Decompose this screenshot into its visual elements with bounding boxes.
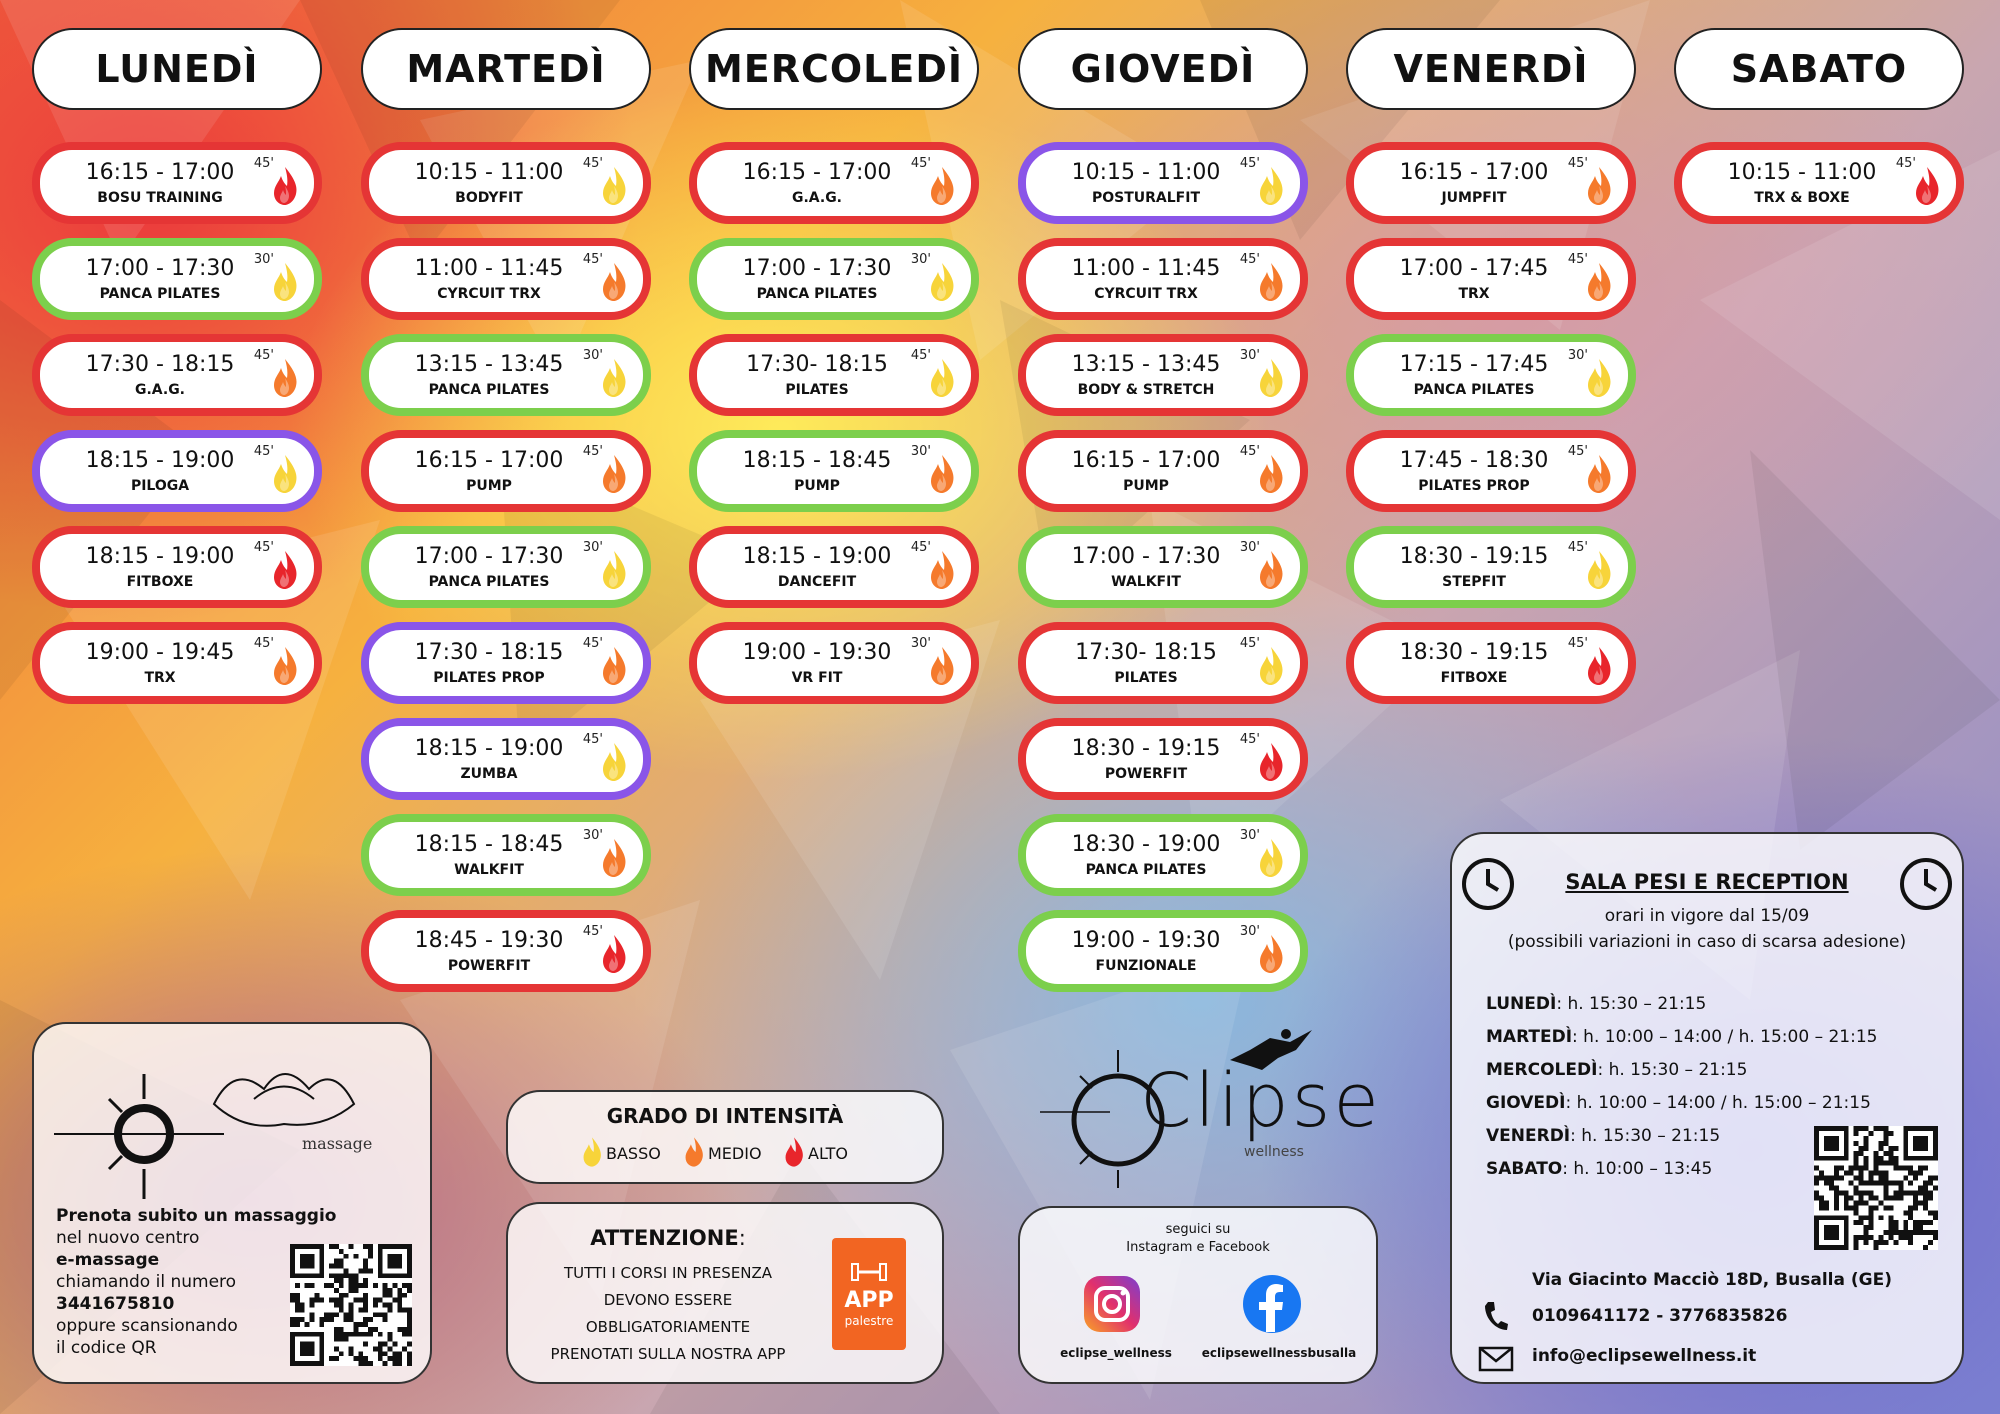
massage-line-1: Prenota subito un massaggio [56, 1206, 337, 1226]
class-duration: 30' [1239, 828, 1260, 843]
flame-basso-icon [601, 742, 627, 782]
massage-line-4: chiamando il numero [56, 1272, 237, 1292]
class-duration: 45' [582, 636, 603, 651]
flame-basso-icon [601, 358, 627, 398]
attention-title [508, 1226, 828, 1250]
class-time: 17:45 - 18:30 [1399, 448, 1549, 473]
follow-line-1: seguici su [1165, 1222, 1231, 1237]
class-name: POWERFIT [1104, 766, 1188, 782]
class-name: BODYFIT [455, 190, 523, 206]
class-card[interactable] [1018, 622, 1308, 704]
class-name: WALKFIT [1111, 574, 1181, 590]
flame-mid-icon [684, 1136, 704, 1168]
reception-email[interactable]: info@eclipsewellness.it [1532, 1346, 1757, 1366]
reception-hours-time: : h. 15:30 – 21:15 [1556, 994, 1707, 1014]
class-name: G.A.G. [791, 190, 843, 206]
class-time: 16:15 - 17:00 [85, 160, 235, 185]
class-card[interactable] [32, 430, 322, 512]
class-name: PANCA PILATES [428, 382, 550, 398]
class-name: PANCA PILATES [1413, 382, 1535, 398]
class-name: TRX & BOXE [1754, 190, 1850, 206]
day-header: SABATO [1674, 28, 1964, 110]
class-duration: 30' [1239, 924, 1260, 939]
instagram-handle[interactable]: eclipse_wellness [1060, 1346, 1172, 1360]
class-duration: 45' [910, 156, 931, 171]
massage-logo-text: massage [302, 1134, 373, 1153]
class-time: 19:00 - 19:30 [1071, 928, 1221, 953]
flame-basso-icon [929, 262, 955, 302]
reception-hours-day: MERCOLEDÌ [1486, 1060, 1598, 1080]
dumbbell-icon [850, 1260, 888, 1284]
class-time: 11:00 - 11:45 [1071, 256, 1221, 281]
instagram-icon[interactable] [1082, 1274, 1142, 1334]
class-time: 16:15 - 17:00 [742, 160, 892, 185]
class-duration: 45' [1239, 636, 1260, 651]
flame-basso-icon [1258, 646, 1284, 686]
flame-medio-icon [601, 646, 627, 686]
attention-line-2: DEVONO ESSERE [603, 1291, 733, 1309]
class-time: 18:15 - 18:45 [414, 832, 564, 857]
class-time: 18:30 - 19:15 [1399, 640, 1549, 665]
class-name: CYRCUIT TRX [1094, 286, 1198, 302]
reception-hours-day: LUNEDÌ [1486, 994, 1557, 1014]
attention-line-3: OBBLIGATORIAMENTE [585, 1318, 751, 1336]
class-duration: 45' [582, 156, 603, 171]
class-name: BODY & STRETCH [1077, 382, 1215, 398]
class-time: 10:15 - 11:00 [414, 160, 564, 185]
class-time: 10:15 - 11:00 [1727, 160, 1877, 185]
class-name: JUMPFIT [1441, 190, 1507, 206]
class-card[interactable] [361, 238, 651, 320]
class-duration: 30' [1239, 348, 1260, 363]
class-card[interactable] [1346, 142, 1636, 224]
class-name: PUMP [794, 478, 840, 494]
class-duration: 45' [582, 924, 603, 939]
reception-title: SALA PESI E RECEPTION [1565, 870, 1849, 894]
class-card[interactable] [1018, 718, 1308, 800]
reception-qr-code[interactable] [1814, 1126, 1938, 1250]
flame-medio-icon [929, 166, 955, 206]
class-duration: 45' [1567, 540, 1588, 555]
class-time: 18:15 - 19:00 [85, 544, 235, 569]
social-panel [1018, 1206, 1378, 1384]
class-duration: 30' [1239, 540, 1260, 555]
flame-medio-icon [272, 646, 298, 686]
class-card[interactable] [361, 814, 651, 896]
class-duration: 45' [910, 348, 931, 363]
class-name: PILATES PROP [433, 670, 545, 686]
reception-hours-row [1486, 1027, 1877, 1047]
class-time: 18:45 - 19:30 [414, 928, 564, 953]
flame-medio-icon [929, 646, 955, 686]
massage-phone: 3441675810 [56, 1294, 175, 1314]
class-time: 11:00 - 11:45 [414, 256, 564, 281]
brand-name: Clipse [1140, 1058, 1382, 1144]
reception-phone: 0109641172 - 3776835826 [1532, 1306, 1788, 1326]
class-duration: 45' [1567, 252, 1588, 267]
flame-basso-icon [1586, 550, 1612, 590]
class-name: ZUMBA [460, 766, 518, 782]
class-name: PANCA PILATES [99, 286, 221, 302]
phone-icon [1482, 1300, 1510, 1332]
class-duration: 30' [582, 828, 603, 843]
class-duration: 45' [1567, 636, 1588, 651]
reception-hours-time: : h. 10:00 – 13:45 [1562, 1159, 1713, 1179]
reception-panel [1450, 832, 1964, 1384]
class-duration: 45' [253, 444, 274, 459]
class-card[interactable] [32, 622, 322, 704]
class-card[interactable] [689, 622, 979, 704]
class-card[interactable] [689, 238, 979, 320]
class-name: VR FIT [791, 670, 843, 686]
class-card[interactable] [361, 910, 651, 992]
class-duration: 45' [1895, 156, 1916, 171]
intensity-high-label: ALTO [808, 1144, 849, 1163]
reception-hours-day: GIOVEDÌ [1486, 1093, 1566, 1113]
reception-hours-time: : h. 15:30 – 21:15 [1597, 1060, 1748, 1080]
class-card[interactable] [1018, 238, 1308, 320]
class-card[interactable] [1018, 814, 1308, 896]
class-name: PILATES [1114, 670, 1178, 686]
class-card[interactable] [361, 622, 651, 704]
reception-hours-row [1486, 1126, 1720, 1146]
class-card[interactable] [689, 334, 979, 416]
class-time: 16:15 - 17:00 [1399, 160, 1549, 185]
class-duration: 45' [253, 636, 274, 651]
class-duration: 45' [910, 540, 931, 555]
flame-medio-icon [1258, 262, 1284, 302]
flame-medio-icon [929, 550, 955, 590]
flame-medio-icon [929, 454, 955, 494]
attention-title-colon: : [738, 1226, 746, 1250]
flame-medio-icon [1586, 262, 1612, 302]
flame-basso-icon [601, 166, 627, 206]
class-duration: 30' [582, 540, 603, 555]
class-name: FITBOXE [1440, 670, 1508, 686]
class-name: WALKFIT [454, 862, 524, 878]
flame-low-icon [582, 1136, 602, 1168]
reception-sub-1: orari in vigore dal 15/09 [1604, 906, 1810, 926]
class-card[interactable] [1346, 238, 1636, 320]
flame-basso-icon [601, 550, 627, 590]
flame-alto-icon [1586, 646, 1612, 686]
class-time: 17:15 - 17:45 [1399, 352, 1549, 377]
massage-logo [54, 1054, 404, 1204]
class-card[interactable] [689, 142, 979, 224]
class-name: DANCEFIT [777, 574, 857, 590]
reception-hours-time: : h. 10:00 – 14:00 / h. 15:00 – 21:15 [1572, 1027, 1878, 1047]
intensity-low-label: BASSO [606, 1144, 661, 1163]
class-time: 13:15 - 13:45 [1071, 352, 1221, 377]
flame-basso-icon [1258, 358, 1284, 398]
class-name: PILOGA [130, 478, 190, 494]
class-name: POSTURALFIT [1091, 190, 1201, 206]
class-card[interactable] [1346, 334, 1636, 416]
reception-hours-time: : h. 10:00 – 14:00 / h. 15:00 – 21:15 [1565, 1093, 1871, 1113]
class-time: 18:15 - 19:00 [414, 736, 564, 761]
flame-medio-icon [1258, 934, 1284, 974]
class-time: 17:30- 18:15 [746, 352, 888, 377]
class-name: POWERFIT [447, 958, 531, 974]
facebook-icon[interactable] [1242, 1274, 1302, 1334]
flame-medio-icon [1586, 166, 1612, 206]
class-card[interactable] [361, 142, 651, 224]
class-duration: 45' [1239, 444, 1260, 459]
flame-medio-icon [601, 838, 627, 878]
class-time: 18:30 - 19:15 [1071, 736, 1221, 761]
class-duration: 30' [253, 252, 274, 267]
flame-basso-icon [272, 454, 298, 494]
brand-sub: wellness [1244, 1144, 1304, 1160]
flame-medio-icon [272, 358, 298, 398]
reception-address: Via Giacinto Macciò 18D, Busalla (GE) [1532, 1270, 1892, 1290]
flame-alto-icon [272, 166, 298, 206]
class-duration: 45' [253, 540, 274, 555]
flame-medio-icon [601, 454, 627, 494]
facebook-handle[interactable]: eclipsewellnessbusalla [1201, 1346, 1357, 1360]
class-name: CYRCUIT TRX [437, 286, 541, 302]
reception-hours-day: SABATO [1486, 1159, 1563, 1179]
reception-hours-day: VENERDÌ [1486, 1126, 1571, 1146]
class-time: 17:30- 18:15 [1075, 640, 1217, 665]
class-duration: 45' [253, 156, 274, 171]
class-name: G.A.G. [134, 382, 186, 398]
class-name: PANCA PILATES [428, 574, 550, 590]
class-duration: 45' [582, 252, 603, 267]
class-time: 19:00 - 19:30 [742, 640, 892, 665]
massage-panel [32, 1022, 432, 1384]
class-duration: 45' [1239, 156, 1260, 171]
class-card[interactable] [32, 526, 322, 608]
class-time: 17:00 - 17:30 [1071, 544, 1221, 569]
reception-hours-row [1486, 994, 1706, 1014]
intensity-legend [506, 1090, 944, 1184]
class-card[interactable] [1346, 622, 1636, 704]
class-time: 17:00 - 17:30 [742, 256, 892, 281]
class-time: 16:15 - 17:00 [414, 448, 564, 473]
day-header: LUNEDÌ [32, 28, 322, 110]
reception-hours-row [1486, 1093, 1871, 1113]
class-duration: 30' [910, 444, 931, 459]
day-header: VENERDÌ [1346, 28, 1636, 110]
class-card[interactable] [32, 334, 322, 416]
intensity-legend-title: GRADO DI INTENSITÀ [606, 1104, 844, 1128]
class-duration: 30' [1567, 348, 1588, 363]
flame-basso-icon [272, 262, 298, 302]
class-card[interactable] [1674, 142, 1964, 224]
class-duration: 30' [910, 636, 931, 651]
app-palestre-icon[interactable] [832, 1238, 906, 1350]
flame-basso-icon [1258, 838, 1284, 878]
massage-line-6: oppure scansionando [56, 1316, 238, 1336]
email-icon [1478, 1346, 1514, 1372]
flame-basso-icon [1258, 166, 1284, 206]
class-duration: 45' [582, 732, 603, 747]
flame-alto-icon [272, 550, 298, 590]
class-time: 17:00 - 17:30 [414, 544, 564, 569]
flame-alto-icon [601, 934, 627, 974]
flame-medio-icon [1586, 454, 1612, 494]
day-header: MERCOLEDÌ [689, 28, 979, 110]
class-card[interactable] [1018, 910, 1308, 992]
class-duration: 30' [910, 252, 931, 267]
follow-line-2: Instagram e Facebook [1126, 1240, 1270, 1255]
class-card[interactable] [1018, 142, 1308, 224]
class-duration: 45' [1239, 252, 1260, 267]
class-card[interactable] [1018, 526, 1308, 608]
attention-panel [506, 1202, 944, 1384]
class-name: STEPFIT [1442, 574, 1506, 590]
flame-alto-icon [1258, 742, 1284, 782]
reception-hours-day: MARTEDÌ [1486, 1027, 1573, 1047]
flame-medio-icon [601, 262, 627, 302]
day-header: GIOVEDÌ [1018, 28, 1308, 110]
day-header: MARTEDÌ [361, 28, 651, 110]
class-card[interactable] [361, 718, 651, 800]
class-card[interactable] [32, 238, 322, 320]
class-duration: 45' [1567, 444, 1588, 459]
flame-medio-icon [1258, 550, 1284, 590]
class-card[interactable] [32, 142, 322, 224]
class-card[interactable] [361, 430, 651, 512]
class-name: FITBOXE [126, 574, 194, 590]
attention-line-4: PRENOTATI SULLA NOSTRA APP [550, 1345, 786, 1363]
class-time: 17:30 - 18:15 [414, 640, 564, 665]
intensity-mid-label: MEDIO [708, 1144, 762, 1163]
app-sub-label: palestre [844, 1314, 894, 1328]
class-card[interactable] [689, 430, 979, 512]
class-name: TRX [1458, 286, 1490, 302]
reception-hours-row [1486, 1159, 1712, 1179]
class-time: 18:15 - 18:45 [742, 448, 892, 473]
class-name: PANCA PILATES [756, 286, 878, 302]
class-card[interactable] [361, 334, 651, 416]
class-name: FUNZIONALE [1095, 958, 1197, 974]
class-time: 18:15 - 19:00 [85, 448, 235, 473]
class-duration: 30' [582, 348, 603, 363]
class-duration: 45' [1567, 156, 1588, 171]
reception-hours-row [1486, 1060, 1747, 1080]
reception-sub-2: (possibili variazioni in caso di scarsa adesione) [1507, 932, 1907, 952]
app-label: APP [844, 1288, 894, 1313]
class-name: PILATES [785, 382, 849, 398]
class-duration: 45' [253, 348, 274, 363]
class-time: 17:00 - 17:45 [1399, 256, 1549, 281]
class-time: 19:00 - 19:45 [85, 640, 235, 665]
class-card[interactable] [361, 526, 651, 608]
class-name: PUMP [466, 478, 512, 494]
class-name: PILATES PROP [1418, 478, 1530, 494]
class-card[interactable] [1018, 430, 1308, 512]
massage-line-2: nel nuovo centro [56, 1228, 200, 1248]
class-time: 18:15 - 19:00 [742, 544, 892, 569]
flame-basso-icon [1586, 358, 1612, 398]
flame-medio-icon [1258, 454, 1284, 494]
flame-basso-icon [929, 358, 955, 398]
attention-line-1: TUTTI I CORSI IN PRESENZA [563, 1264, 773, 1282]
class-time: 16:15 - 17:00 [1071, 448, 1221, 473]
class-time: 18:30 - 19:15 [1399, 544, 1549, 569]
class-time: 18:30 - 19:00 [1071, 832, 1221, 857]
class-duration: 45' [582, 444, 603, 459]
massage-line-7: il codice QR [56, 1338, 157, 1358]
massage-qr-code[interactable] [290, 1244, 412, 1366]
class-time: 17:30 - 18:15 [85, 352, 235, 377]
class-duration: 45' [1239, 732, 1260, 747]
class-time: 17:00 - 17:30 [85, 256, 235, 281]
class-card[interactable] [689, 526, 979, 608]
class-name: PANCA PILATES [1085, 862, 1207, 878]
flame-alto-icon [1914, 166, 1940, 206]
class-name: BOSU TRAINING [97, 190, 223, 206]
class-name: TRX [144, 670, 176, 686]
massage-line-3: e-massage [56, 1250, 160, 1270]
reception-hours-time: : h. 15:30 – 21:15 [1570, 1126, 1721, 1146]
attention-title-text: ATTENZIONE [590, 1226, 739, 1250]
class-name: PUMP [1123, 478, 1169, 494]
class-time: 13:15 - 13:45 [414, 352, 564, 377]
flame-high-icon [784, 1136, 804, 1168]
class-time: 10:15 - 11:00 [1071, 160, 1221, 185]
class-card[interactable] [1018, 334, 1308, 416]
class-card[interactable] [1346, 526, 1636, 608]
class-card[interactable] [1346, 430, 1636, 512]
